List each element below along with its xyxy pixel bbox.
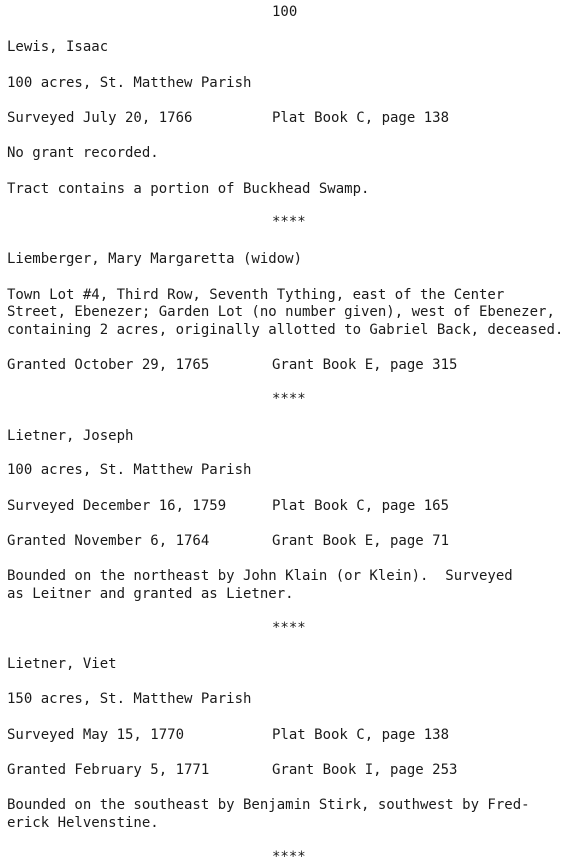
plat-book-reference: Plat Book C, page 165: [272, 498, 450, 514]
plat-book-reference: Plat Book C, page 138: [272, 110, 450, 126]
entry-name: Liemberger, Mary Margaretta (widow): [7, 251, 303, 267]
entry-tract: 100 acres, St. Matthew Parish: [7, 462, 252, 478]
entry-name: Lewis, Isaac: [7, 39, 109, 55]
page-number: 100: [272, 4, 298, 20]
entry-remark-line: as Leitner and granted as Lietner.: [7, 586, 294, 602]
entry-tract: 100 acres, St. Matthew Parish: [7, 75, 252, 91]
plat-book-reference: Plat Book C, page 138: [272, 727, 450, 743]
entry-remark: Tract contains a portion of Buckhead Swamp.: [7, 181, 370, 197]
entry-description-line: Town Lot #4, Third Row, Seventh Tything, east of the Center: [7, 287, 505, 303]
entry-name: Lietner, Joseph: [7, 428, 134, 444]
survey-date: Surveyed May 15, 1770: [7, 727, 185, 743]
entry-name: Lietner, Viet: [7, 656, 117, 672]
survey-date: Surveyed December 16, 1759: [7, 498, 227, 514]
grant-date: Granted November 6, 1764: [7, 533, 210, 549]
entry-remark-line: Bounded on the northeast by John Klain (or Klein). Surveyed: [7, 568, 513, 584]
grant-date: Granted October 29, 1765: [7, 357, 210, 373]
entry-description-line: containing 2 acres, originally allotted to Gabriel Back, deceased.: [7, 322, 564, 338]
entry-tract: 150 acres, St. Matthew Parish: [7, 691, 252, 707]
entry-separator: ****: [272, 391, 306, 407]
entry-remark-line: Bounded on the southeast by Benjamin Stirk, southwest by Fred-: [7, 797, 530, 813]
grant-date: Granted February 5, 1771: [7, 762, 210, 778]
entry-separator: ****: [272, 620, 306, 636]
entry-separator: ****: [272, 849, 306, 865]
survey-date: Surveyed July 20, 1766: [7, 110, 193, 126]
grant-note: No grant recorded.: [7, 145, 159, 161]
entry-description-line: Street, Ebenezer; Garden Lot (no number given), west of Ebenezer,: [7, 304, 555, 320]
entry-separator: ****: [272, 214, 306, 230]
grant-book-reference: Grant Book E, page 71: [272, 533, 450, 549]
grant-book-reference: Grant Book E, page 315: [272, 357, 458, 373]
entry-remark-line: erick Helvenstine.: [7, 815, 159, 831]
grant-book-reference: Grant Book I, page 253: [272, 762, 458, 778]
